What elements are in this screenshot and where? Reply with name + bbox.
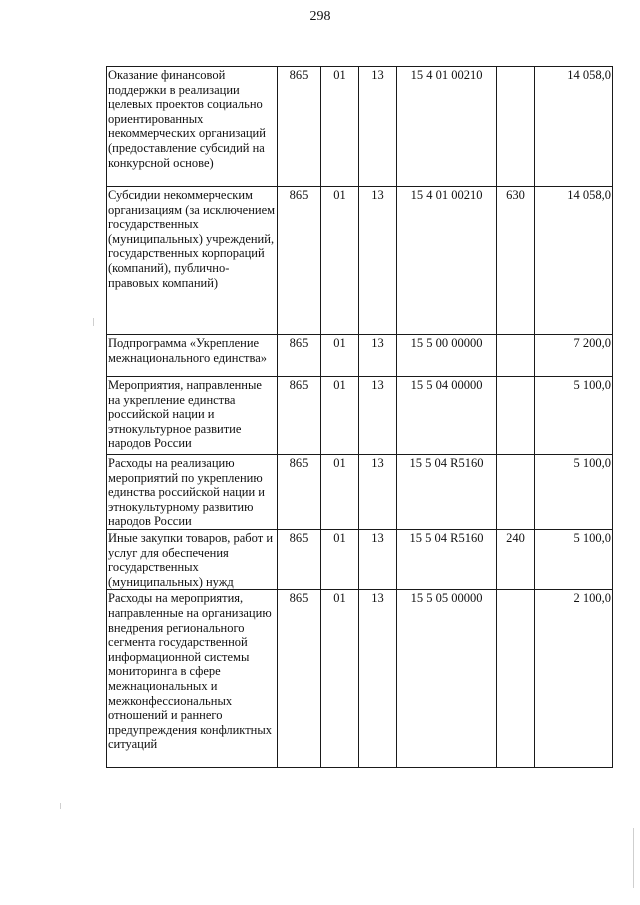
amount-cell: 2 100,0 xyxy=(535,590,613,768)
ministry-code-cell: 865 xyxy=(278,67,321,187)
subsection-code-cell: 13 xyxy=(359,187,397,335)
subsection-code-cell: 13 xyxy=(359,67,397,187)
section-code-cell: 01 xyxy=(321,590,359,768)
amount-cell: 14 058,0 xyxy=(535,67,613,187)
scan-mark-left xyxy=(93,318,94,326)
row-name-cell: Мероприятия, направленные на укрепление единства российской нации и этнокультурное развитие народов России xyxy=(107,377,278,455)
ministry-code-cell: 865 xyxy=(278,377,321,455)
table-row xyxy=(107,590,613,768)
row-name-cell: Подпрограмма «Укрепление межнационального единства» xyxy=(107,335,278,377)
expense-type-cell xyxy=(497,590,535,768)
target-article-cell: 15 5 04 00000 xyxy=(397,377,497,455)
section-code-cell: 01 xyxy=(321,187,359,335)
target-article-cell: 15 5 00 00000 xyxy=(397,335,497,377)
ministry-code-cell: 865 xyxy=(278,187,321,335)
expense-type-cell: 240 xyxy=(497,529,535,589)
amount-cell: 5 100,0 xyxy=(535,377,613,455)
target-article-cell: 15 5 05 00000 xyxy=(397,590,497,768)
table-row xyxy=(107,187,613,335)
subsection-code-cell: 13 xyxy=(359,335,397,377)
section-code-cell: 01 xyxy=(321,67,359,187)
amount-cell: 5 100,0 xyxy=(535,529,613,589)
amount-cell: 5 100,0 xyxy=(535,455,613,530)
budget-table-body xyxy=(107,67,613,768)
section-code-cell: 01 xyxy=(321,529,359,589)
table-row xyxy=(107,67,613,187)
amount-cell: 14 058,0 xyxy=(535,187,613,335)
budget-table xyxy=(106,66,613,768)
ministry-code-cell: 865 xyxy=(278,335,321,377)
table-row xyxy=(107,377,613,455)
table-row xyxy=(107,335,613,377)
page-number: 298 xyxy=(309,9,331,24)
row-name-cell: Иные закупки товаров, работ и услуг для обеспечения государственных (муниципальных) нужд xyxy=(107,529,278,589)
target-article-cell: 15 4 01 00210 xyxy=(397,67,497,187)
subsection-code-cell: 13 xyxy=(359,377,397,455)
subsection-code-cell: 13 xyxy=(359,590,397,768)
scan-mark-bottom xyxy=(60,803,61,809)
section-code-cell: 01 xyxy=(321,455,359,530)
table-row xyxy=(107,455,613,530)
row-name-cell: Оказание финансовой поддержки в реализации целевых проектов социально ориентированных некоммерческих организаций (предоставление субсидий на конкурсной основе) xyxy=(107,67,278,187)
row-name-cell: Расходы на реализацию мероприятий по укреплению единства российской нации и этнокультурному развитию народов России xyxy=(107,455,278,530)
ministry-code-cell: 865 xyxy=(278,529,321,589)
expense-type-cell xyxy=(497,377,535,455)
target-article-cell: 15 5 04 R5160 xyxy=(397,529,497,589)
expense-type-cell xyxy=(497,67,535,187)
ministry-code-cell: 865 xyxy=(278,590,321,768)
table-row xyxy=(107,529,613,589)
subsection-code-cell: 13 xyxy=(359,529,397,589)
row-name-cell: Субсидии некоммерческим организациям (за исключением государственных (муниципальных) учреждений, государственных корпораций (компаний), публично-правовых компаний) xyxy=(107,187,278,335)
section-code-cell: 01 xyxy=(321,377,359,455)
scan-mark-right xyxy=(633,828,634,888)
target-article-cell: 15 5 04 R5160 xyxy=(397,455,497,530)
expense-type-cell xyxy=(497,335,535,377)
subsection-code-cell: 13 xyxy=(359,455,397,530)
amount-cell: 7 200,0 xyxy=(535,335,613,377)
row-name-cell: Расходы на мероприятия, направленные на организацию внедрения регионального сегмента государственной информационной системы мониторинга в сфере межнациональных и межконфессиональных отношений и раннего предупреждения конфликтных ситуаций xyxy=(107,590,278,768)
section-code-cell: 01 xyxy=(321,335,359,377)
target-article-cell: 15 4 01 00210 xyxy=(397,187,497,335)
expense-type-cell xyxy=(497,455,535,530)
ministry-code-cell: 865 xyxy=(278,455,321,530)
expense-type-cell: 630 xyxy=(497,187,535,335)
